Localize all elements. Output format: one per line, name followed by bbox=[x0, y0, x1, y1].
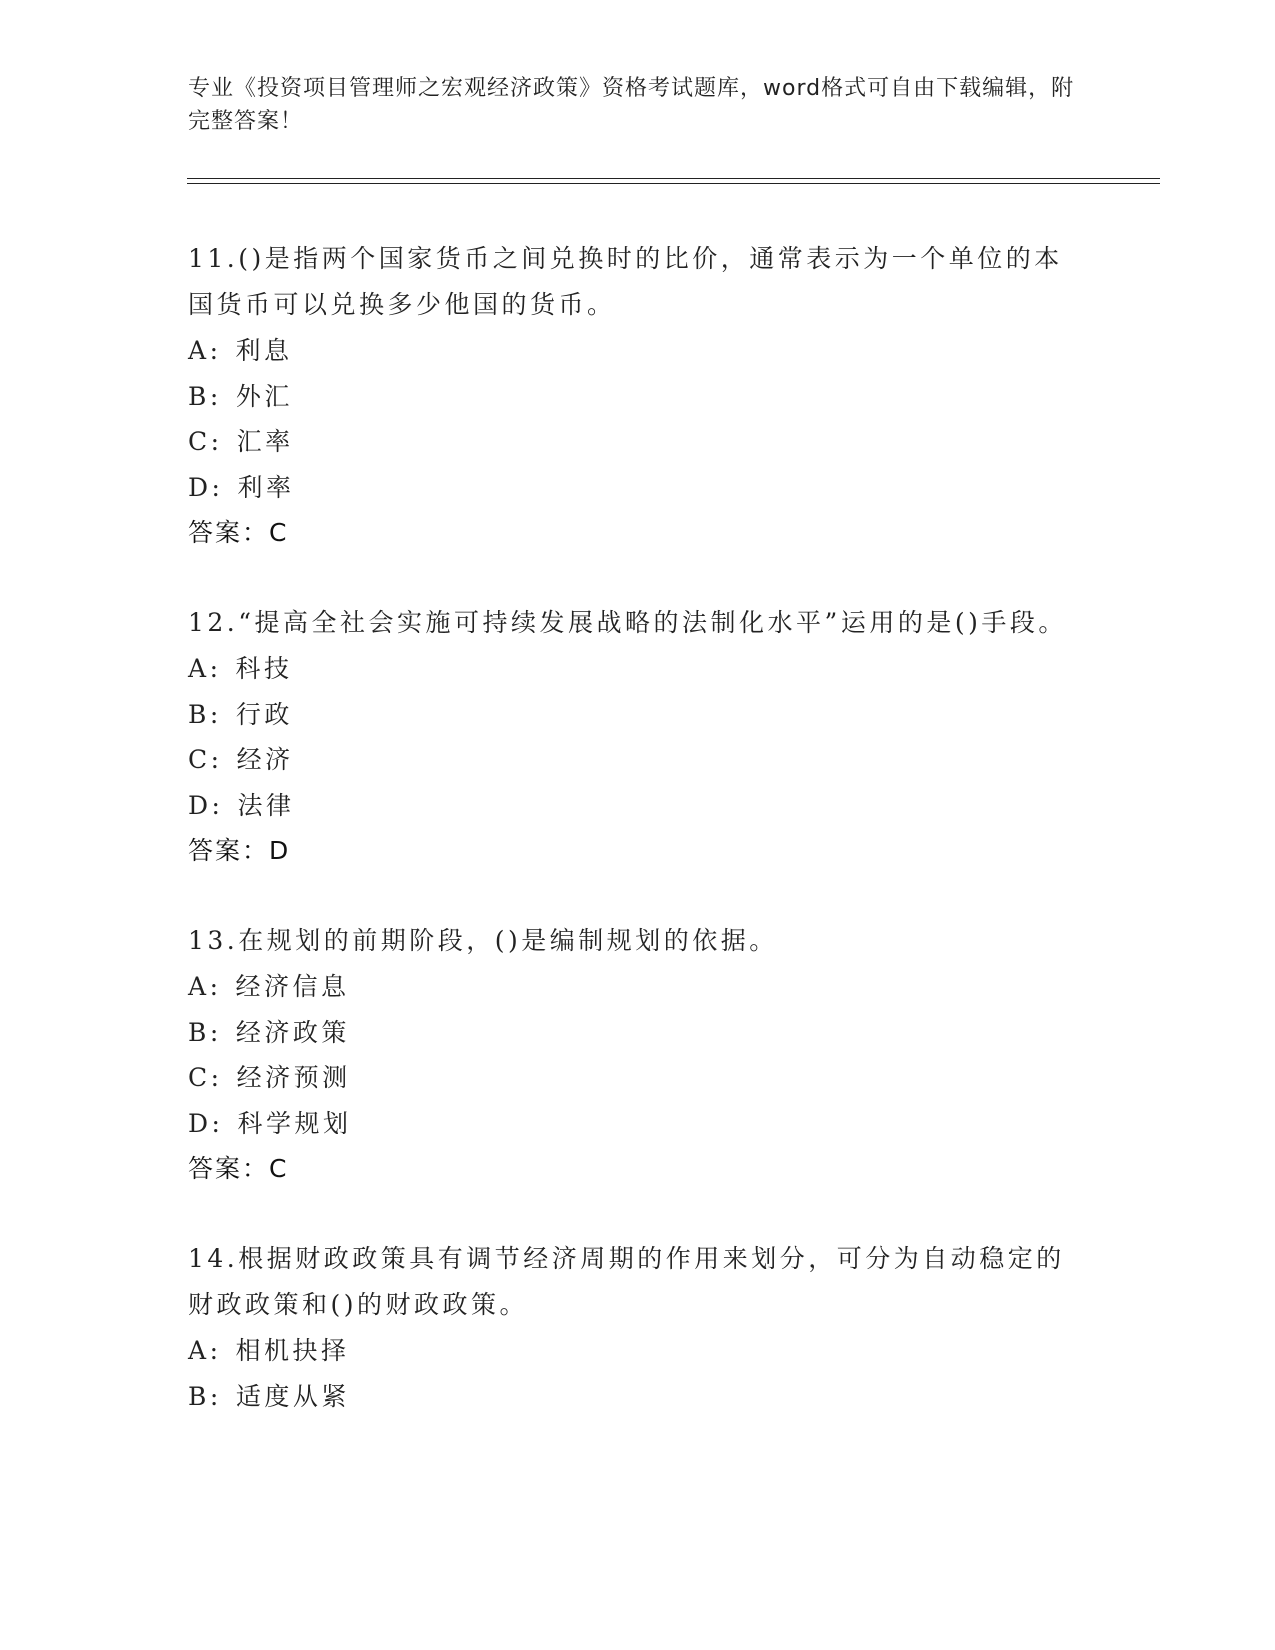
question-text: “提高全社会实施可持续发展战略的法制化水平”运用的是()手段。 bbox=[238, 608, 1067, 637]
answer-value: D bbox=[269, 836, 291, 865]
question-stem bbox=[188, 600, 1088, 646]
option-separator: : bbox=[209, 699, 222, 729]
option-key: A bbox=[188, 1336, 210, 1365]
answer-line bbox=[188, 1146, 1088, 1192]
option-key: C bbox=[188, 427, 211, 456]
option-key: B bbox=[188, 381, 210, 411]
answer-label: 答案： bbox=[188, 518, 270, 547]
question-text: 在规划的前期阶段，()是编制规划的依据。 bbox=[238, 926, 778, 955]
question-13 bbox=[188, 918, 1088, 1192]
question-stem bbox=[188, 1236, 1088, 1328]
option-separator: : bbox=[210, 745, 223, 774]
option-b bbox=[188, 374, 1088, 420]
option-text: 汇率 bbox=[236, 427, 294, 456]
question-stem bbox=[188, 918, 1088, 964]
option-separator: : bbox=[209, 336, 222, 365]
option-key: A bbox=[188, 336, 210, 365]
question-number: 14. bbox=[188, 1244, 239, 1273]
option-key: B bbox=[188, 699, 210, 729]
option-list bbox=[188, 1328, 1088, 1419]
option-separator: : bbox=[211, 790, 224, 820]
option-separator: : bbox=[209, 654, 222, 683]
option-text: 经济信息 bbox=[235, 972, 350, 1001]
option-key: B bbox=[188, 1017, 210, 1047]
option-key: D bbox=[188, 790, 212, 820]
option-text: 适度从紧 bbox=[235, 1381, 350, 1411]
option-separator: : bbox=[209, 1336, 222, 1365]
option-a bbox=[188, 646, 1088, 692]
option-d bbox=[188, 1101, 1088, 1147]
question-12 bbox=[188, 600, 1088, 874]
question-list bbox=[188, 236, 1088, 1463]
option-key: A bbox=[188, 972, 210, 1001]
question-stem bbox=[188, 236, 1088, 328]
option-text: 外汇 bbox=[235, 381, 293, 411]
option-text: 科技 bbox=[235, 654, 293, 683]
option-text: 经济政策 bbox=[235, 1017, 350, 1047]
option-list bbox=[188, 328, 1088, 510]
option-text: 相机抉择 bbox=[235, 1336, 350, 1365]
option-text: 经济 bbox=[236, 745, 294, 774]
option-separator: : bbox=[209, 1017, 222, 1047]
question-number: 13. bbox=[188, 926, 239, 955]
question-text: ()是指两个国家货币之间兑换时的比价，通常表示为一个单位的本国货币可以兑换多少他国的货币。 bbox=[188, 244, 1063, 319]
option-key: A bbox=[188, 654, 210, 683]
option-separator: : bbox=[209, 1381, 222, 1411]
question-number: 11. bbox=[188, 244, 239, 273]
option-c bbox=[188, 1055, 1088, 1101]
option-a bbox=[188, 1328, 1088, 1374]
option-key: B bbox=[188, 1381, 210, 1411]
answer-line bbox=[188, 828, 1088, 874]
question-14 bbox=[188, 1236, 1088, 1419]
option-text: 利息 bbox=[235, 336, 293, 365]
option-separator: : bbox=[210, 427, 223, 456]
document-header: 专业《投资项目管理师之宏观经济政策》资格考试题库，word格式可自由下载编辑，附完整答案！ bbox=[188, 76, 1075, 134]
option-a bbox=[188, 964, 1088, 1010]
option-separator: : bbox=[209, 381, 222, 411]
question-number: 12. bbox=[188, 608, 239, 637]
header-rule-bottom bbox=[187, 183, 1160, 184]
answer-value: C bbox=[269, 1154, 289, 1183]
option-separator: : bbox=[211, 1108, 224, 1138]
option-d bbox=[188, 783, 1088, 829]
option-text: 利率 bbox=[237, 472, 295, 502]
answer-label: 答案： bbox=[188, 1154, 270, 1183]
option-text: 行政 bbox=[235, 699, 293, 729]
option-b bbox=[188, 1010, 1088, 1056]
header-rule-top bbox=[187, 178, 1160, 179]
option-list bbox=[188, 964, 1088, 1146]
option-c bbox=[188, 737, 1088, 783]
option-key: D bbox=[188, 1108, 212, 1138]
option-c bbox=[188, 419, 1088, 465]
option-key: C bbox=[188, 745, 211, 774]
option-key: C bbox=[188, 1063, 211, 1092]
question-11 bbox=[188, 236, 1088, 556]
answer-label: 答案： bbox=[188, 836, 270, 865]
question-text: 根据财政政策具有调节经济周期的作用来划分，可分为自动稳定的财政政策和()的财政政策。 bbox=[188, 1244, 1065, 1319]
option-text: 经济预测 bbox=[236, 1063, 351, 1092]
option-text: 科学规划 bbox=[237, 1108, 352, 1138]
option-separator: : bbox=[211, 472, 224, 502]
option-text: 法律 bbox=[237, 790, 295, 820]
option-separator: : bbox=[210, 1063, 223, 1092]
option-a bbox=[188, 328, 1088, 374]
option-list bbox=[188, 646, 1088, 828]
answer-value: C bbox=[269, 518, 289, 547]
option-b bbox=[188, 1374, 1088, 1420]
option-key: D bbox=[188, 472, 212, 502]
answer-line bbox=[188, 510, 1088, 556]
option-d bbox=[188, 465, 1088, 511]
option-separator: : bbox=[209, 972, 222, 1001]
option-b bbox=[188, 692, 1088, 738]
